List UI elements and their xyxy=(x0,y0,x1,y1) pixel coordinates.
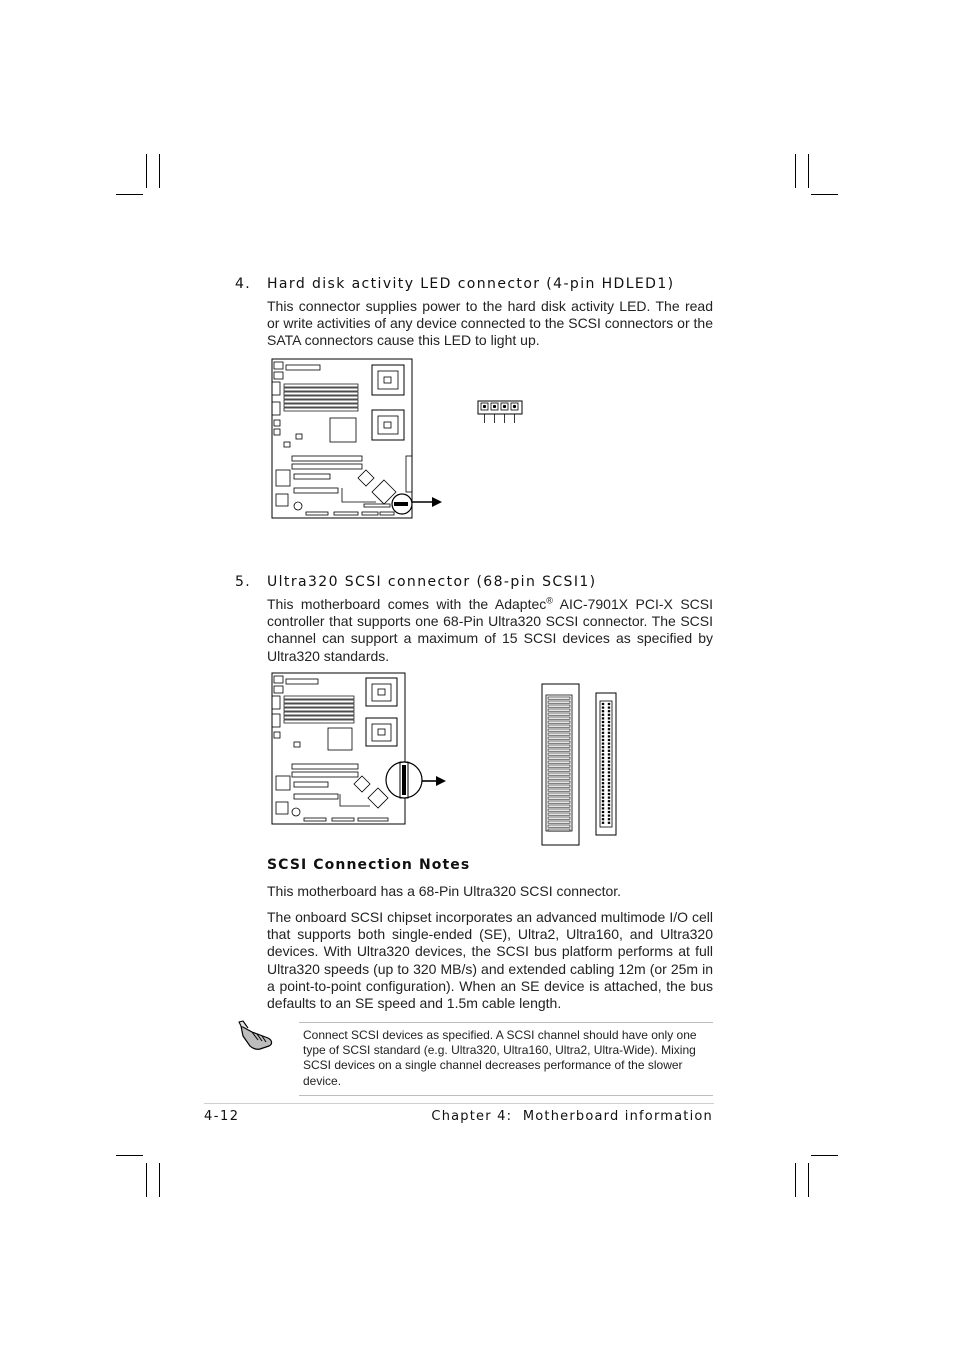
crop-mark xyxy=(795,1163,796,1197)
scsi-notes-paragraph-1: This motherboard has a 68-Pin Ultra320 SCSI connector. xyxy=(267,883,622,899)
hdled1-connector-icon xyxy=(476,400,524,426)
crop-mark xyxy=(116,194,143,195)
crop-mark xyxy=(808,1163,809,1197)
section-5-heading xyxy=(235,574,597,590)
scsi-notes-heading: SCSI Connection Notes xyxy=(267,857,471,873)
section-5-number: 5. xyxy=(235,574,252,590)
section-4-title: Hard disk activity LED connector (4-pin HDLED1) xyxy=(267,276,675,292)
chapter-title: Chapter 4: Motherboard information xyxy=(431,1109,713,1124)
crop-mark xyxy=(795,154,796,188)
motherboard-layout-hdled1 xyxy=(266,356,446,522)
section-5-body-start: This motherboard comes with the Adaptec xyxy=(267,596,547,612)
section-5-body xyxy=(267,596,713,665)
crop-mark xyxy=(811,1155,838,1156)
note-bottom-rule xyxy=(299,1095,713,1096)
motherboard-layout-scsi1 xyxy=(266,672,452,828)
crop-mark xyxy=(811,194,838,195)
crop-mark xyxy=(159,154,160,188)
note-top-rule xyxy=(299,1022,713,1023)
note-text: Connect SCSI devices as specified. A SCSI channel should have only one type of SCSI standard (e.g. Ultra320, Ultra160, Ultra2, Ultra-Wide). Mixing SCSI devices on a single channel decreases performance of the slower device. xyxy=(303,1028,697,1088)
page-number: 4-12 xyxy=(204,1109,240,1124)
section-5-body-end: AIC-7901X PCI-X SCSI controller that supports one 68-Pin Ultra320 SCSI connector. The SCSI channel can support a maximum of 15 SCSI devices as specified by Ultra320 standards. xyxy=(267,596,713,664)
crop-mark xyxy=(808,154,809,188)
section-4-number: 4. xyxy=(235,276,252,292)
section-5-title: Ultra320 SCSI connector (68-pin SCSI1) xyxy=(267,574,597,590)
registered-mark: ® xyxy=(546,595,553,606)
footer-rule xyxy=(204,1103,714,1104)
section-4-heading xyxy=(235,276,675,292)
hand-pointer-icon xyxy=(238,1018,278,1052)
scsi-notes-paragraph-2: The onboard SCSI chipset incorporates an advanced multimode I/O cell that supports both single-ended (SE), Ultra2, Ultra160, and Ultra320 devices. With Ultra320 devices, the SCSI bus platform performs at full Ultra320 speeds (up to 320 MB/s) and extended cabling 12m (or 25m in a point-to-point configuration). When an SE device is attached, the bus defaults to an SE speed and 1.5m cable length. xyxy=(267,909,713,1012)
section-4-body: This connector supplies power to the hard disk activity LED. The read or write activities of any device connected to the SCSI connectors or the SATA connectors cause this LED to light up. xyxy=(267,298,713,349)
crop-mark xyxy=(146,154,147,188)
crop-mark xyxy=(146,1163,147,1197)
crop-mark xyxy=(159,1163,160,1197)
crop-mark xyxy=(116,1155,143,1156)
scsi-68-pin-connector-icon xyxy=(540,683,620,847)
